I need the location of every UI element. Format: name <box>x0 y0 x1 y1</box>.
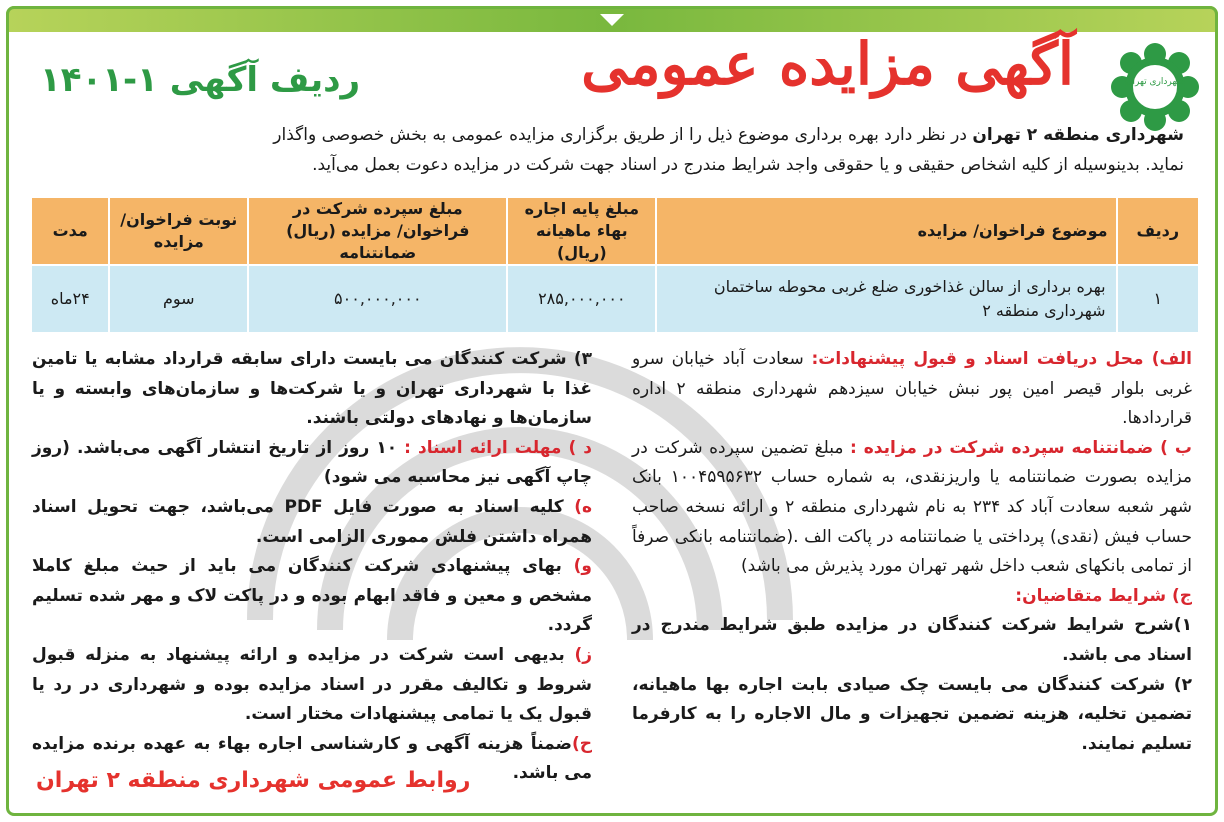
header-base-price: مبلغ پایه اجاره بهاء ماهیانه (ریال) <box>506 198 655 264</box>
footer-signature: روابط عمومی شهرداری منطقه ۲ تهران <box>36 768 471 793</box>
auction-table <box>30 198 1198 332</box>
cell-round: سوم <box>108 264 247 332</box>
intro-line-2: نماید. بدینوسیله از کلیه اشخاص حقیقی و یا حقوقی واجد شرایط مندرج در اسناد جهت شرکت در مزایده دعوت بعمل می‌آید. <box>312 155 1184 175</box>
intro-paragraph <box>34 120 1184 180</box>
section-dal-label: د ) مهلت ارائه اسناد : <box>404 437 593 458</box>
section-he-label: ه) <box>574 496 592 517</box>
table-row <box>30 264 1198 332</box>
section-be-label: ب ) ضمانتنامه سپرده شرکت در مزایده : <box>850 437 1192 458</box>
ad-number: ردیف آگهی ۱-۱۴۰۱ <box>40 60 361 100</box>
right-column <box>632 345 1192 759</box>
section-jim-label: ج) شرایط متقاضیان: <box>1015 585 1192 606</box>
header-deposit: مبلغ سپرده شرکت در فراخوان/ مزایده (ریال) ضمانتنامه <box>247 198 506 264</box>
logo-text: شهرداری تهران <box>1125 77 1185 87</box>
section-ze-label: ز) <box>574 644 592 665</box>
section-ze-text: بدیهی است شرکت در مزایده و ارائه پیشنهاد به منزله قبول شروط و تکالیف مقرر در اسناد مزایده بوده و شهرداری در رد یا قبول یک یا تمامی پیشنهادات مختار است. <box>32 644 592 725</box>
section-vav-label: و) <box>573 556 592 577</box>
condition-item-3: ۳) شرکت کنندگان می بایست دارای سابقه قرارداد مشابه یا تامین غذا با شهرداری تهران و یا شرکت‌ها و سازمان‌های وابسته و یا سازمان‌ها و نهادهای دولتی باشند. <box>32 349 592 429</box>
intro-line-1 <box>34 120 1184 150</box>
cell-base-price: ۲۸۵,۰۰۰,۰۰۰ <box>506 264 655 332</box>
section-vav <box>32 552 592 641</box>
cell-subject: بهره برداری از سالن غذاخوری ضلع غربی محوطه ساختمان شهرداری منطقه ۲ <box>655 264 1115 332</box>
header-round: نوبت فراخوان/مزایده <box>108 198 247 264</box>
condition-item-1: ۱)شرح شرایط شرکت کنندگان در مزایده طبق شرایط مندرج در اسناد می باشد. <box>632 615 1192 665</box>
section-he-text: کلیه اسناد به صورت فایل PDF می‌باشد، جهت تحویل اسناد همراه داشتن فلش مموری الزامی است. <box>32 496 592 547</box>
cell-row-number: ۱ <box>1116 264 1198 332</box>
cell-deposit: ۵۰۰,۰۰۰,۰۰۰ <box>247 264 506 332</box>
condition-item-2: ۲) شرکت کنندگان می بایست چک صیادی بابت اجاره بها ماهیانه، تضمین تخلیه، هزینه تضمین تجهیزات و مال الاجاره را به کارفرما تسلیم نمایند. <box>632 674 1192 754</box>
section-be <box>632 434 1192 582</box>
section-alef-label: الف) محل دریافت اسناد و قبول پیشنهادات: <box>811 349 1192 369</box>
intro-org: شهرداری منطقه ۲ تهران <box>972 125 1184 145</box>
cell-duration: ۲۴ماه <box>30 264 108 332</box>
section-be-text: مبلغ تضمین سپرده شرکت در مزایده بصورت ضمانتنامه یا واریزنقدی، به شماره حساب ۱۰۰۴۵۹۵۶۳۲ بانک شهر شعبه سعادت آباد کد ۲۳۴ به نام شهرداری منطقه ۲ و ارائه نسخه صاحب حساب فیش (نقدی) پرداختی یا ضمانتنامه در پاکت الف .(ضمانتنامه بانکی صرفاً از تمامی بانکهای شعب داخل شهر تهران مورد پذیرش می باشد) <box>632 437 1192 577</box>
section-alef <box>632 345 1192 434</box>
section-alef-text: سعادت آباد خیابان سرو غربی بلوار قیصر امین پور نبش خیابان سیزدهم شهرداری منطقه ۲ اداره قراردادها. <box>632 349 1192 429</box>
section-he2-label: ح) <box>571 733 592 754</box>
section-ze <box>32 641 592 730</box>
intro-line-1-rest: در نظر دارد بهره برداری موضوع ذیل را از طریق برگزاری مزایده عمومی به بخش خصوصی واگذار <box>273 125 973 145</box>
section-he <box>32 493 592 552</box>
section-vav-text: بهای پیشنهادی شرکت کنندگان می باید از حیث مبلغ کاملا مشخص و معین و فاقد ابهام بوده و در پاکت لاک و مهر شده تسلیم گردد. <box>32 556 592 636</box>
section-dal <box>32 434 592 493</box>
header-subject: موضوع فراخوان/ مزایده <box>655 198 1115 264</box>
tehran-municipality-logo-icon <box>1110 42 1200 132</box>
left-column <box>32 345 592 789</box>
section-dal-text: ۱۰ روز از تاریخ انتشار آگهی می‌باشد. (روز چاپ آگهی نیز محاسبه می شود) <box>32 437 592 488</box>
page-title: آگهی مزایده عمومی <box>581 30 1074 98</box>
table-header-row <box>30 198 1198 264</box>
header-row-number: ردیف <box>1116 198 1198 264</box>
header-duration: مدت <box>30 198 108 264</box>
section-he2-text: ضمناً هزینه آگهی و کارشناسی اجاره بهاء به عهده برنده مزایده می باشد. <box>32 733 592 784</box>
